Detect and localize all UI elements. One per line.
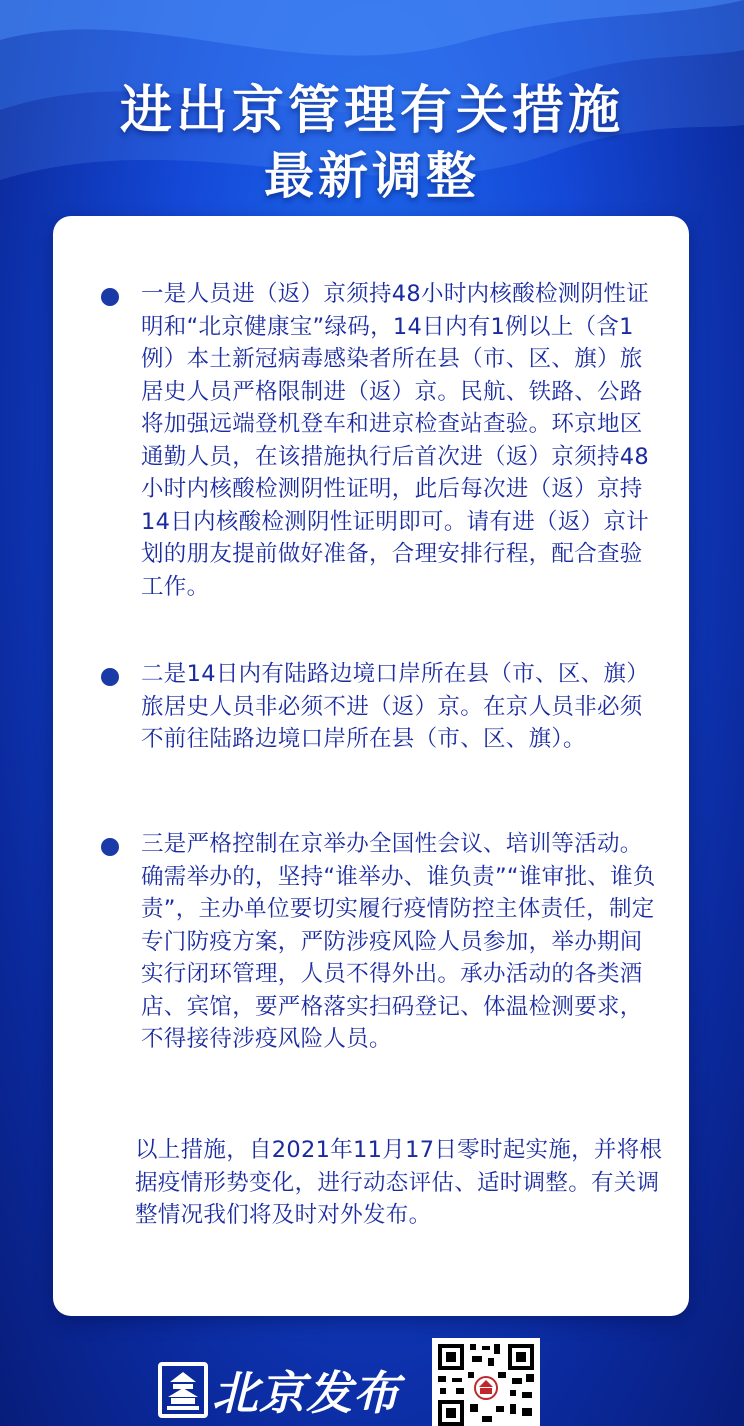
beijing-fabu-logo	[158, 1355, 400, 1425]
qr-code-icon[interactable]	[432, 1338, 540, 1426]
bullet-icon	[101, 668, 119, 686]
measure-text-1: 一是人员进（返）京须持48小时内核酸检测阴性证明和“北京健康宝”绿码，14日内有1例以上（含1例）本土新冠病毒感染者所在县（市、区、旗）旅居史人员严格限制进（返）京。民航、铁路、公路将加强远端登机登车和进京检查站查验。环京地区通勤人员，在该措施执行后首次进（返）京须持48小时内核酸检测阴性证明，此后每次进（返）京持14日内核酸检测阴性证明即可。请有进（返）京计划的朋友提前做好准备，合理安排行程，配合查验工作。	[141, 281, 650, 600]
bullet-icon	[101, 838, 119, 856]
closing-note: 以上措施，自2021年11月17日零时起实施，并将根据疫情形势变化，进行动态评估、适时调整。有关调整情况我们将及时对外发布。	[135, 1137, 663, 1228]
measure-text-3: 三是严格控制在京举办全国性会议、培训等活动。确需举办的，坚持“谁举办、谁负责”“谁审批、谁负责”，主办单位要切实履行疫情防控主体责任，制定专门防疫方案，严防涉疫风险人员参加，举办期间实行闭环管理，人员不得外出。承办活动的各类酒店、宾馆，要严格落实扫码登记、体温检测要求，不得接待涉疫风险人员。	[141, 831, 656, 1052]
content-card	[53, 216, 689, 1316]
tiantan-temple-emblem-icon	[158, 1362, 208, 1418]
page-title-line-1: 进出京管理有关措施	[119, 81, 624, 141]
bullet-icon	[101, 288, 119, 306]
page-title-line-2: 最新调整	[264, 147, 480, 205]
logo-text: 北京发布	[212, 1366, 400, 1420]
measure-text-2: 二是14日内有陆路边境口岸所在县（市、区、旗）旅居史人员非必须不进（返）京。在京人员非必须不前往陆路边境口岸所在县（市、区、旗）。	[141, 661, 650, 752]
